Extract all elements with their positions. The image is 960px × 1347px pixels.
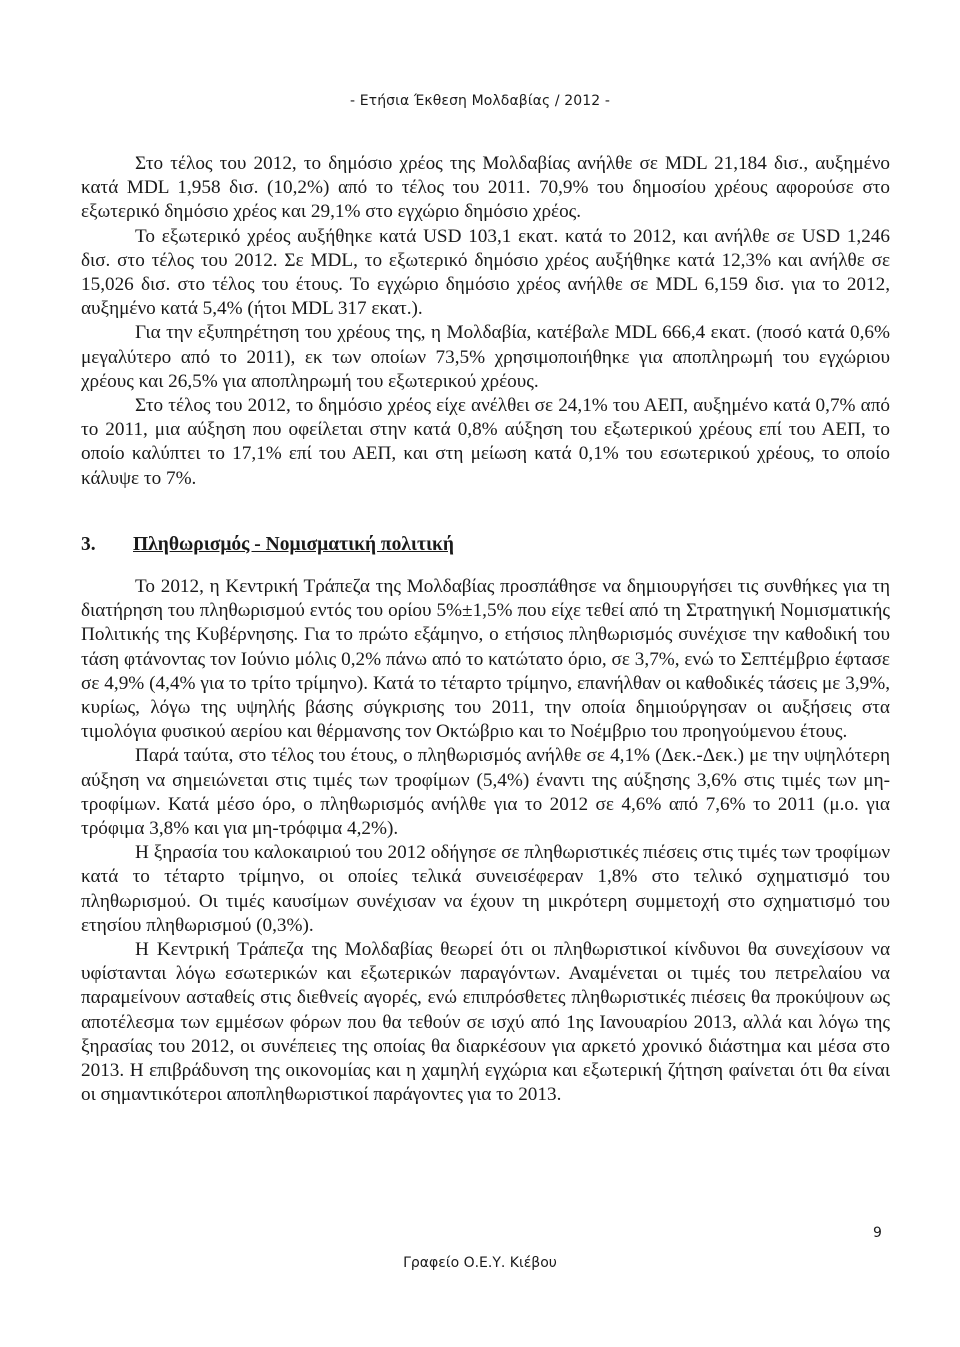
paragraph-debt-service: Για την εξυπηρέτηση του χρέους της, η Μολδαβία, κατέβαλε MDL 666,4 εκατ. (ποσό κατά 0,6% μεγαλύτερο από το 2011), εκ των οποίων 73,5% χρησιμοποιήθηκε για αποπληρωμή του εγχώριου χρέους και 26,5% για αποπληρωμή του εξωτερικού χρέους.: [81, 322, 890, 392]
page-number: 9: [873, 1225, 882, 1241]
public-debt-text: [81, 152, 890, 491]
paragraph-public-debt-total: Στο τέλος του 2012, το δημόσιο χρέος της Μολδαβίας ανήλθε σε MDL 21,184 δισ., αυξημένο κατά MDL 1,958 δισ. (10,2%) από το τέλος του 2011. 70,9% του δημοσίου χρέους αφορούσε στο εξωτερικό δημόσιο χρέος και 29,1% στο εγχώριο δημόσιο χρέος.: [81, 153, 890, 223]
paragraph-inflation-target: Το 2012, η Κεντρική Τράπεζα της Μολδαβίας προσπάθησε να δημιουργήσει τις συνθήκες για τη διατήρηση του πληθωρισμού εντός του ορίου 5%±1,5% που είχε τεθεί από τη Στρατηγική Νομισματικής Πολιτικής της Κυβέρνησης. Για το πρώτο εξάμηνο, ο ετήσιος πληθωρισμός συνέχισε την καθοδική του τάση φτάνοντας τον Ιούνιο μόλις 0,2% πάνω από το κατώτατο όριο, σε 3,7%, ενώ το Σεπτέμβριο έφτασε σε 4,9% (4,4% για το τρίτο τρίμηνο). Κατά το τέταρτο τρίμηνο, επανήλθαν οι καθοδικές τάσεις με 3,9%, κυρίως, λόγω της υψηλής βάσης σύγκρισης του 2011, την οποία δημιούργησαν οι αυξήσεις στα τιμολόγια φυσικού αερίου και θέρμανσης τον Οκτώβριο και το Νοέμβριο του προηγούμενου έτους.: [81, 576, 890, 743]
inflation-policy-text: [81, 575, 890, 1107]
section-heading: [81, 534, 454, 556]
paragraph-year-end-inflation: Παρά ταύτα, στο τέλος του έτους, ο πληθωρισμός ανήλθε σε 4,1% (Δεκ.-Δεκ.) με την υψηλότερη αύξηση να σημειώνεται στις τιμές των τροφίμων (5,4%) έναντι της αύξησης 3,6% στις τιμές των μη-τροφίμων. Κατά μέσο όρο, ο πληθωρισμός ανήλθε για το 2012 σε 4,6% από 7,6% το 2011 (μ.ο. για τρόφιμα 3,8% και για μη-τρόφιμα 4,2%).: [81, 745, 890, 840]
paragraph-inflation-risks: Η Κεντρική Τράπεζα της Μολδαβίας θεωρεί ότι οι πληθωριστικοί κίνδυνοι θα συνεχίσουν να υφίστανται λόγω εσωτερικών και εξωτερικών παραγόντων. Αναμένεται οι τιμές του πετρελαίου να παραμείνουν ασταθείς στις διεθνείς αγορές, ενώ επιπρόσθετες πληθωριστικές πιέσεις θα προκύψουν ως αποτέλεσμα των εμμέσων φόρων που θα τεθούν σε ισχύ από 1ης Ιανουαρίου 2013, αλλά και λόγω της ξηρασίας του 2012, οι συνέπειες της οποίας θα διαρκέσουν για αρκετό χρονικό διάστημα και μέσα στο 2013. Η επιβράδυνση της οικονομίας και η χαμηλή εγχώρια και εξωτερική ζήτηση φαίνεται ότι θα είναι οι σημαντικότεροι αποπληθωριστικοί παράγοντες για το 2013.: [81, 939, 890, 1106]
section-title: Πληθωρισμός - Νομισματική πολιτική: [133, 534, 454, 555]
paragraph-drought-effect: Η ξηρασία του καλοκαιριού του 2012 οδήγησε σε πληθωριστικές πιέσεις στις τιμές των τροφίμων κατά το τέταρτο τρίμηνο, οι οποίες τελικά συνεισέφεραν 1,8% στο τελικό σχηματισμό του πληθωρισμού. Οι τιμές καυσίμων συνέχισαν να έχουν τη μικρότερη συμμετοχή στο σχηματισμό του ετησίου πληθωρισμού (0,3%).: [81, 842, 890, 936]
running-header: - Ετήσια Έκθεση Μολδαβίας / 2012 -: [350, 93, 610, 109]
paragraph-external-debt: Το εξωτερικό χρέος αυξήθηκε κατά USD 103,1 εκατ. κατά το 2012, και ανήλθε σε USD 1,246 δισ. στο τέλος του 2012. Σε MDL, το εξωτερικό δημόσιο χρέος αυξήθηκε κατά 12,3% και ανήλθε σε 15,026 δισ. στο τέλος του έτους. Το εγχώριο δημόσιο χρέος ανήλθε σε MDL 6,159 δισ. για το 2012, αυξημένο κατά 5,4% (ήτοι MDL 317 εκατ.).: [81, 225, 890, 320]
running-footer: Γραφείο Ο.Ε.Υ. Κιέβου: [403, 1255, 557, 1271]
section-number: 3.: [81, 534, 96, 555]
paragraph-debt-to-gdp: Στο τέλος του 2012, το δημόσιο χρέος είχε ανέλθει σε 24,1% του ΑΕΠ, αυξημένο κατά 0,7% από το 2011, μια αύξηση που οφείλεται στην κατά 0,8% αύξηση του εξωτερικού χρέους επί του ΑΕΠ, το οποίο καλύπτει το 17,1% επί του ΑΕΠ, και στη μείωση κατά 0,1% του εσωτερικού χρέους, το οποίο κάλυψε το 7%.: [81, 395, 890, 489]
